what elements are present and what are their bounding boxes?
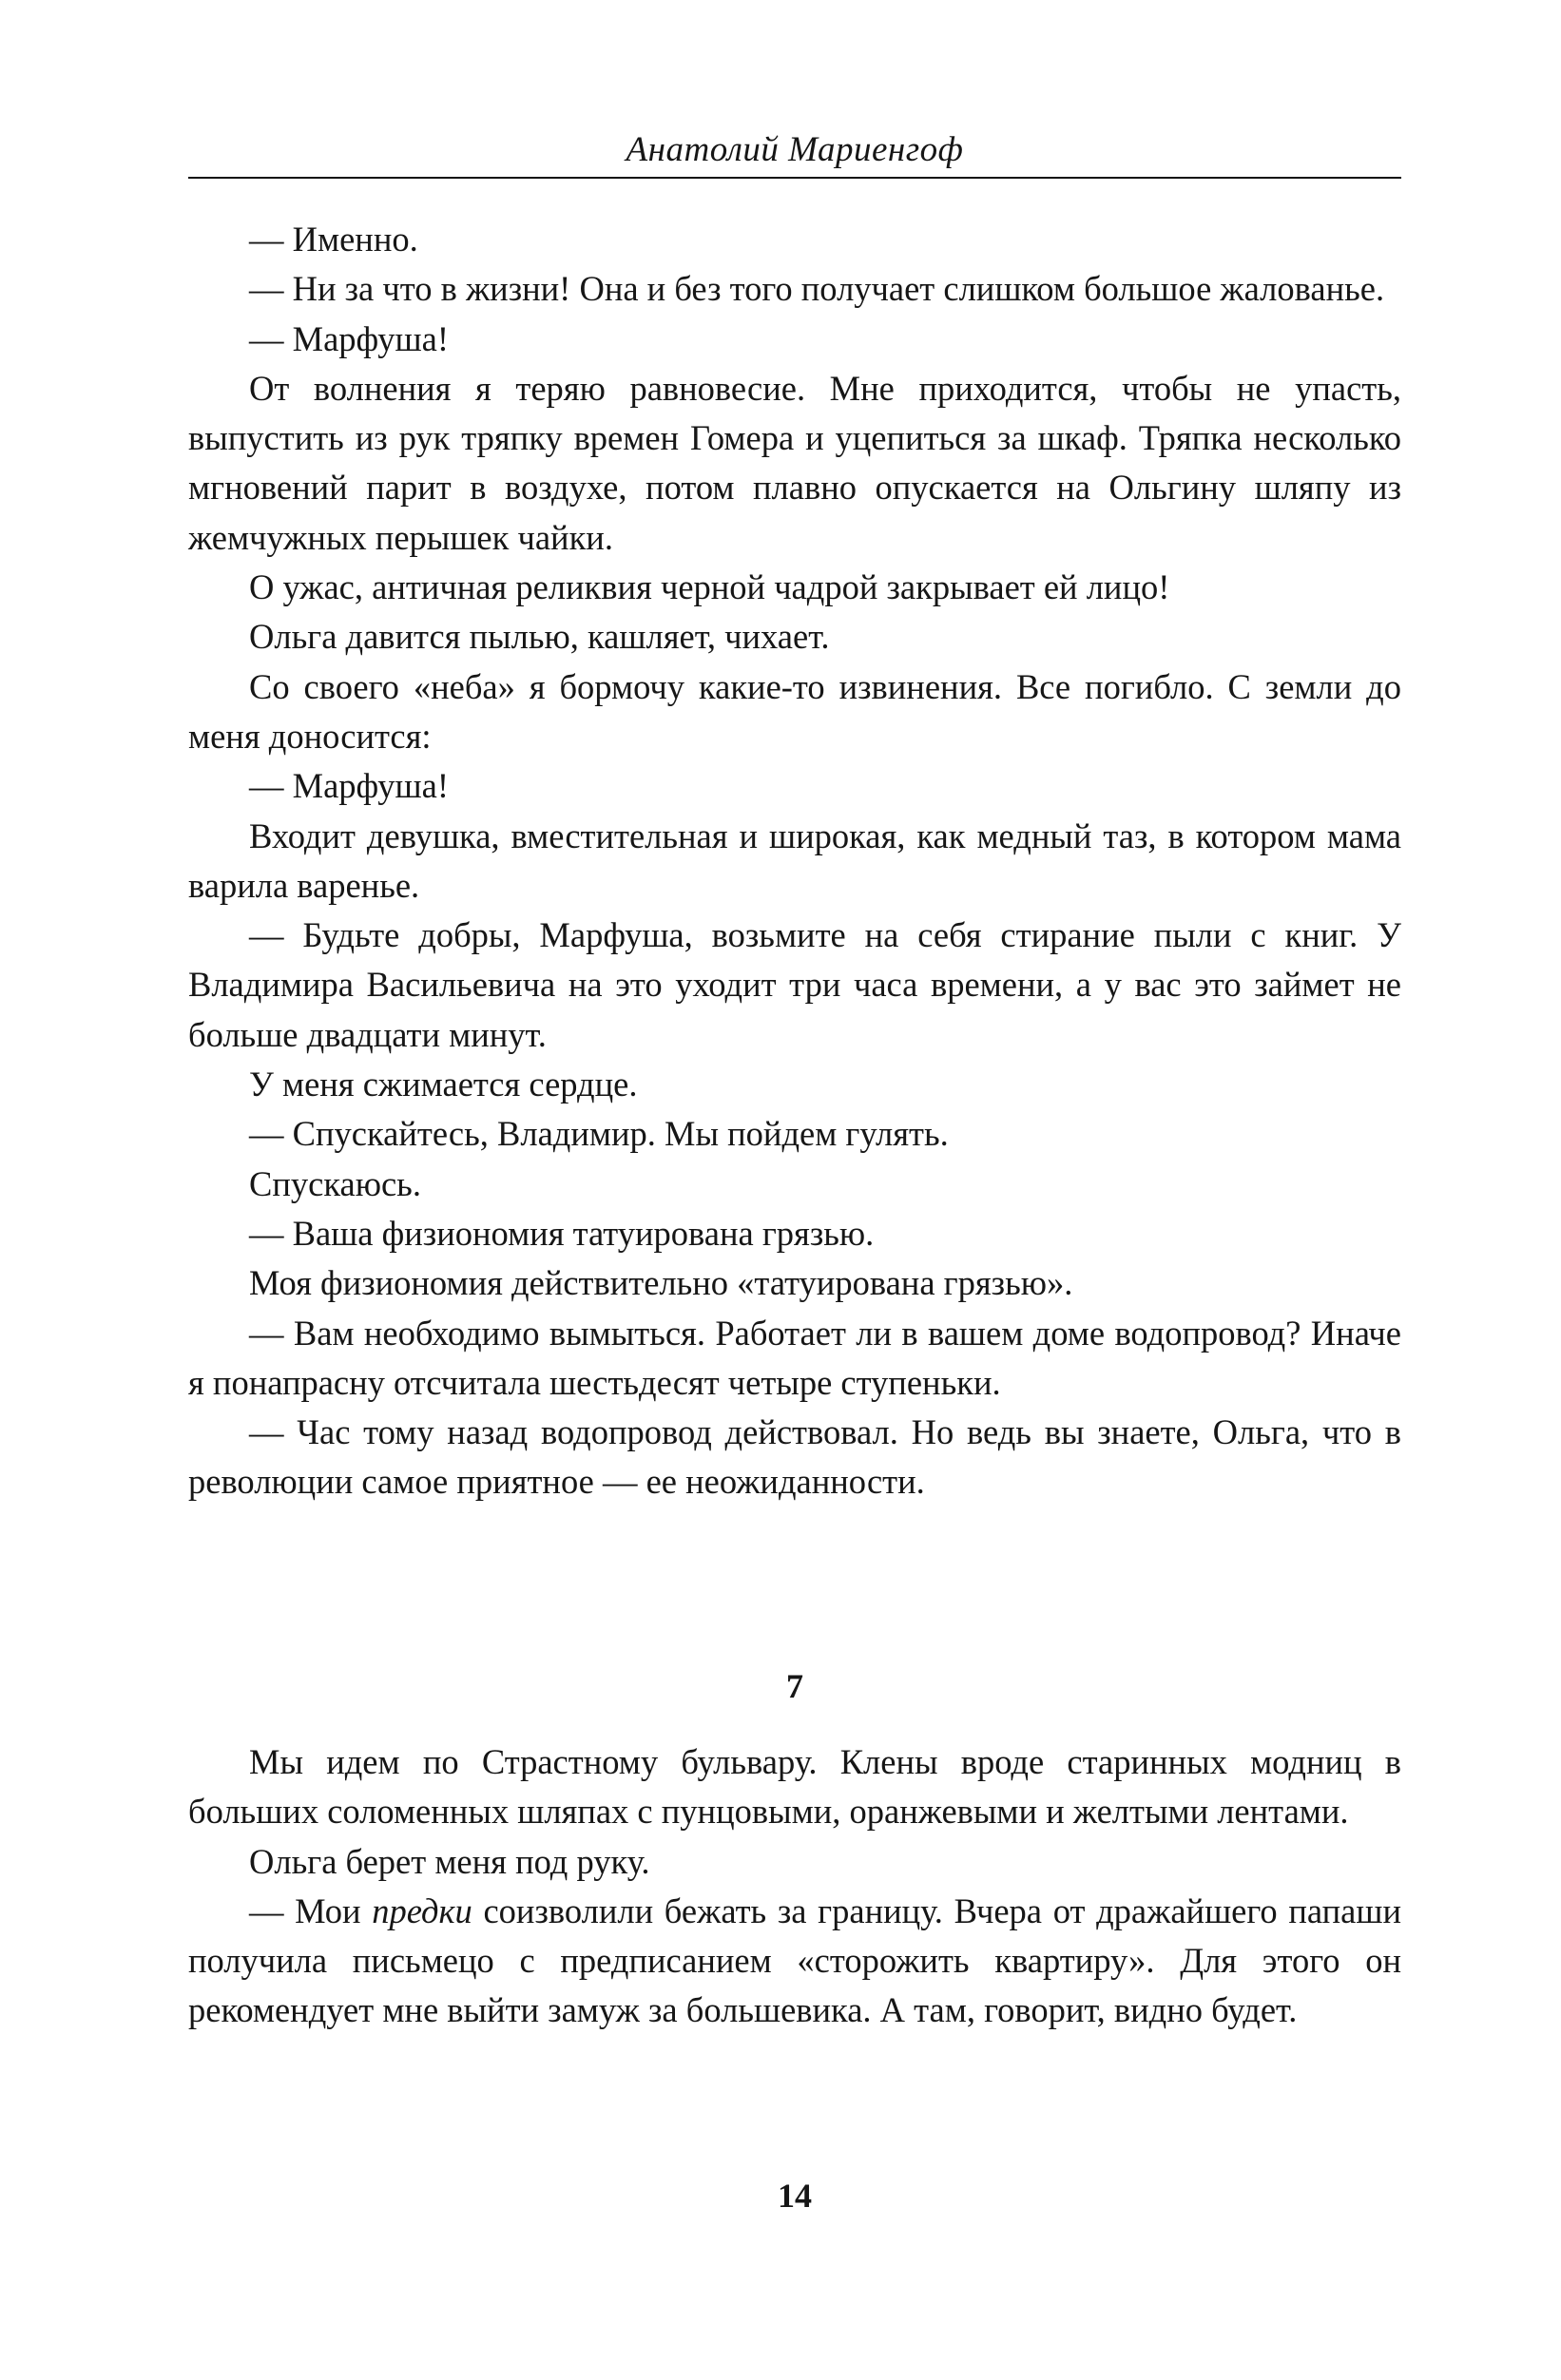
text-run: соизволили бежать за границу. Вчера от дражайшего папаши получила письмецо с предписанием «сторожить квартиру». Для этого он рекомендует мне выйти замуж за большевика. А там, говорит, видно будет.	[188, 1891, 1401, 2030]
italic-word: предки	[372, 1891, 472, 1930]
paragraph: — Именно.	[249, 220, 418, 259]
paragraph: — Марфуша!	[249, 318, 449, 358]
main-text	[188, 215, 1401, 1507]
paragraph: — Спускайтесь, Владимир. Мы пойдем гулять.	[249, 1114, 949, 1154]
chapter-number: 7	[786, 1667, 803, 1705]
paragraph: У меня сжимается сердце.	[249, 1065, 638, 1104]
running-head-author: Анатолий Мариенгоф	[626, 130, 964, 169]
paragraph-with-italic	[188, 1887, 1401, 2036]
page-number: 14	[778, 2177, 812, 2215]
paragraph: Мы идем по Страстному бульвару. Клены вроде старинных модниц в больших соломенных шляпах с пунцовыми, оранжевыми и желтыми лентами.	[188, 1742, 1401, 1832]
text-run: — Мои	[249, 1891, 373, 1930]
paragraph: — Будьте добры, Марфуша, возьмите на себя стирание пыли с книг. У Владимира Васильевича на это уходит три часа времени, а у вас это займет не больше двадцати минут.	[188, 915, 1401, 1054]
paragraph: — Ваша физиономия татуирована грязью.	[249, 1213, 875, 1253]
paragraph: — Час тому назад водопровод действовал. Но ведь вы знаете, Ольга, что в революции самое приятное — ее неожиданности.	[188, 1412, 1401, 1502]
header-rule	[188, 177, 1401, 179]
paragraph: Ольга берет меня под руку.	[249, 1841, 650, 1881]
paragraph: — Вам необходимо вымыться. Работает ли в вашем доме водопровод? Иначе я понапрасну отсчитала шестьдесят четыре ступеньки.	[188, 1313, 1401, 1402]
paragraph: Моя физиономия действительно «татуирована грязью».	[249, 1263, 1073, 1303]
paragraph: — Ни за что в жизни! Она и без того получает слишком большое жалованье.	[249, 269, 1385, 309]
paragraph: Спускаюсь.	[249, 1163, 421, 1203]
paragraph: — Марфуша!	[249, 766, 449, 806]
chapter-text	[188, 1737, 1401, 2036]
paragraph: Ольга давится пылью, кашляет, чихает.	[249, 617, 830, 657]
paragraph: Входит девушка, вместительная и широкая, как медный таз, в котором мама варила варенье.	[188, 816, 1401, 905]
paragraph: От волнения я теряю равновесие. Мне приходится, чтобы не упасть, выпустить из рук тряпку времен Гомера и уцепиться за шкаф. Тряпка несколько мгновений парит в воздухе, потом плавно опускается на Ольгину шляпу из жемчужных перышек чайки.	[188, 368, 1401, 557]
paragraph: Со своего «неба» я бормочу какие-то извинения. Все погибло. С земли до меня доносится:	[188, 666, 1401, 756]
paragraph: О ужас, античная реликвия черной чадрой закрывает ей лицо!	[249, 567, 1170, 607]
